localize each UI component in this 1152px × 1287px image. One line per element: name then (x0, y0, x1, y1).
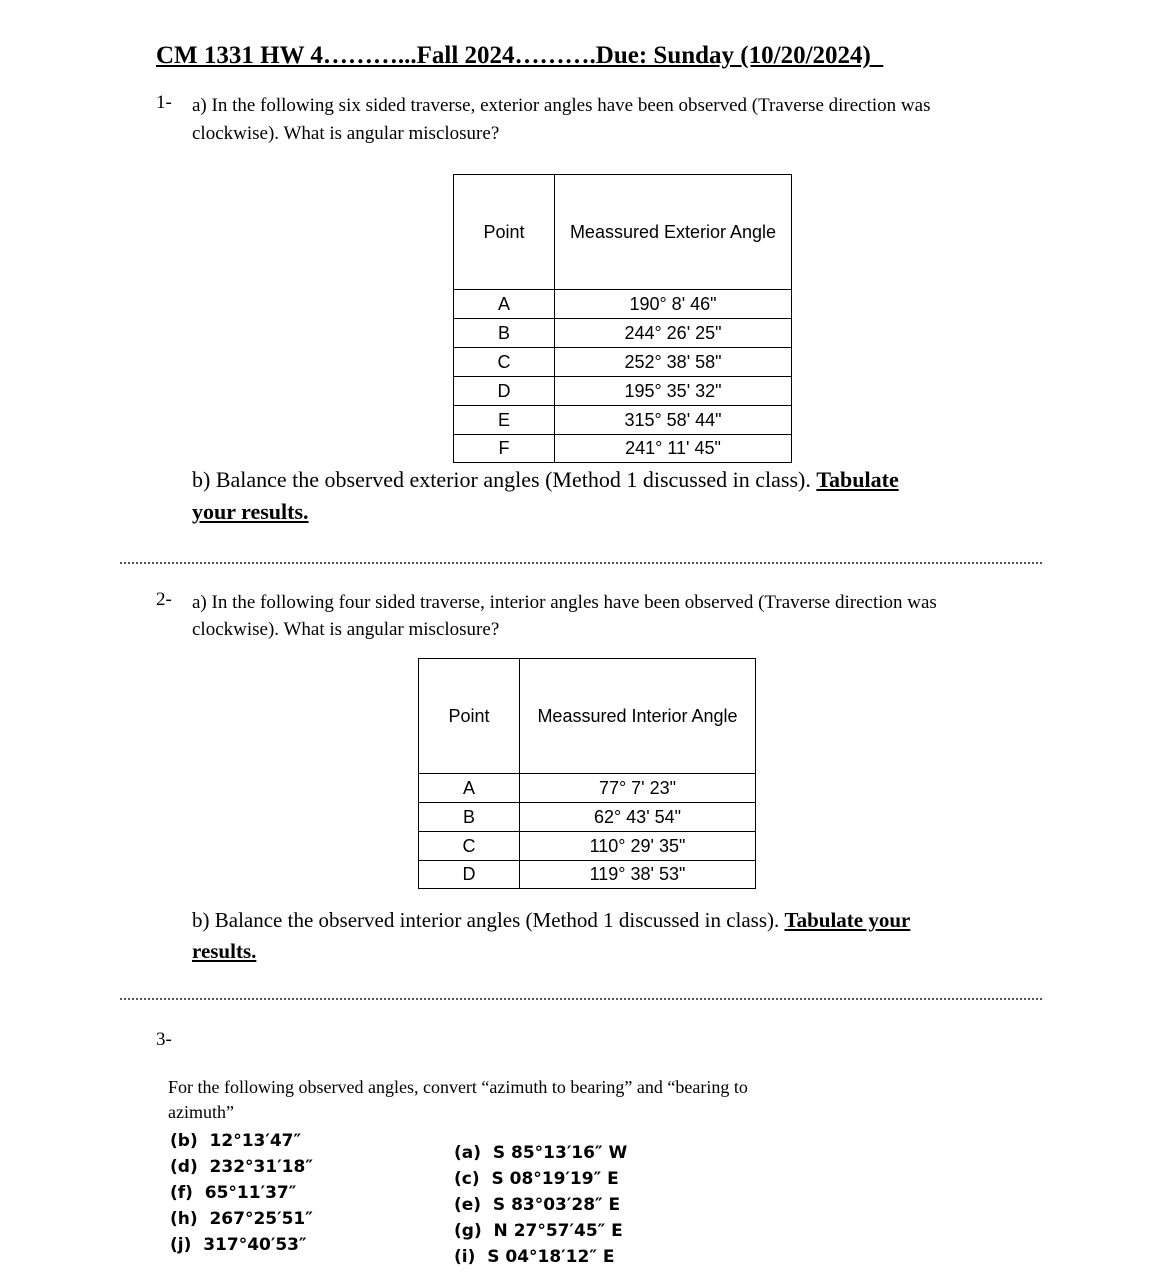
azimuth-list (170, 1128, 313, 1258)
question-3-number: 3- (156, 1029, 172, 1050)
table-row (419, 832, 756, 861)
question-1-number: 1- (156, 92, 172, 113)
angle-cell: 62° 43' 54" (520, 803, 756, 832)
page-title: CM 1331 HW 4………...Fall 2024……….Due: Sunday (10/20/2024) (156, 42, 884, 69)
question-2-text-line-2: clockwise). What is angular misclosure? (192, 619, 500, 640)
list-item: (i) S 04°18′12″ E (454, 1247, 615, 1267)
table-row (419, 803, 756, 832)
point-cell: B (454, 319, 555, 348)
point-cell: D (454, 377, 555, 406)
question-1b-text (192, 464, 1042, 528)
column-header-exterior-angle: Meassured Exterior Angle (555, 175, 792, 290)
question-2b-results: results. (192, 939, 257, 963)
table-row (419, 861, 756, 889)
table-header-row (454, 175, 792, 290)
table-row (419, 774, 756, 803)
table-row (454, 406, 792, 435)
question-2-text-line-1: a) In the following four sided traverse, interior angles have been observed (Traverse direction was (192, 592, 937, 613)
table-row (454, 319, 792, 348)
point-cell: A (454, 290, 555, 319)
angle-cell: 110° 29' 35" (520, 832, 756, 861)
list-item: (b) 12°13′47″ (170, 1131, 302, 1151)
table-row (454, 435, 792, 463)
question-1-text-line-2: clockwise). What is angular misclosure? (192, 123, 500, 144)
exterior-angles-table (453, 174, 792, 463)
point-cell: C (454, 348, 555, 377)
list-item: (g) N 27°57′45″ E (454, 1221, 623, 1241)
list-item: (j) 317°40′53″ (170, 1235, 307, 1255)
question-2b-tabulate: Tabulate your (784, 908, 911, 932)
point-cell: B (419, 803, 520, 832)
question-3-text-line-2: azimuth” (168, 1102, 234, 1122)
interior-angles-table (418, 658, 756, 889)
column-header-interior-angle: Meassured Interior Angle (520, 659, 756, 774)
angle-cell: 77° 7' 23" (520, 774, 756, 803)
section-divider (120, 998, 1042, 1000)
list-item: (f) 65°11′37″ (170, 1183, 297, 1203)
angle-cell: 195° 35' 32" (555, 377, 792, 406)
table-row (454, 290, 792, 319)
table-row (454, 377, 792, 406)
question-1b-tabulate: Tabulate (816, 467, 899, 492)
question-1b-your-results: your results. (192, 499, 309, 524)
question-2b-instruction: b) Balance the observed interior angles (Method 1 discussed in class). (192, 908, 785, 932)
bearing-list (454, 1140, 627, 1270)
question-1b-instruction: b) Balance the observed exterior angles (Method 1 discussed in class). (192, 467, 817, 492)
list-item: (h) 267°25′51″ (170, 1209, 313, 1229)
angle-cell: 244° 26' 25" (555, 319, 792, 348)
question-2b-text (192, 905, 1042, 967)
question-1-text-line-1: a) In the following six sided traverse, exterior angles have been observed (Traverse direction was (192, 95, 931, 116)
column-header-point: Point (454, 175, 555, 290)
list-item: (e) S 83°03′28″ E (454, 1195, 621, 1215)
angle-cell: 119° 38' 53" (520, 861, 756, 889)
angle-cell: 190° 8' 46" (555, 290, 792, 319)
angle-cell: 241° 11' 45" (555, 435, 792, 463)
table-row (454, 348, 792, 377)
point-cell: E (454, 406, 555, 435)
section-divider (120, 562, 1042, 564)
point-cell: C (419, 832, 520, 861)
list-item: (c) S 08°19′19″ E (454, 1169, 619, 1189)
table-header-row (419, 659, 756, 774)
list-item: (a) S 85°13′16″ W (454, 1143, 628, 1163)
angle-cell: 252° 38' 58" (555, 348, 792, 377)
question-3-text-line-1: For the following observed angles, convert “azimuth to bearing” and “bearing to (168, 1077, 748, 1097)
column-header-point: Point (419, 659, 520, 774)
question-2-number: 2- (156, 589, 172, 610)
point-cell: D (419, 861, 520, 889)
point-cell: A (419, 774, 520, 803)
point-cell: F (454, 435, 555, 463)
angle-cell: 315° 58' 44" (555, 406, 792, 435)
list-item: (d) 232°31′18″ (170, 1157, 313, 1177)
